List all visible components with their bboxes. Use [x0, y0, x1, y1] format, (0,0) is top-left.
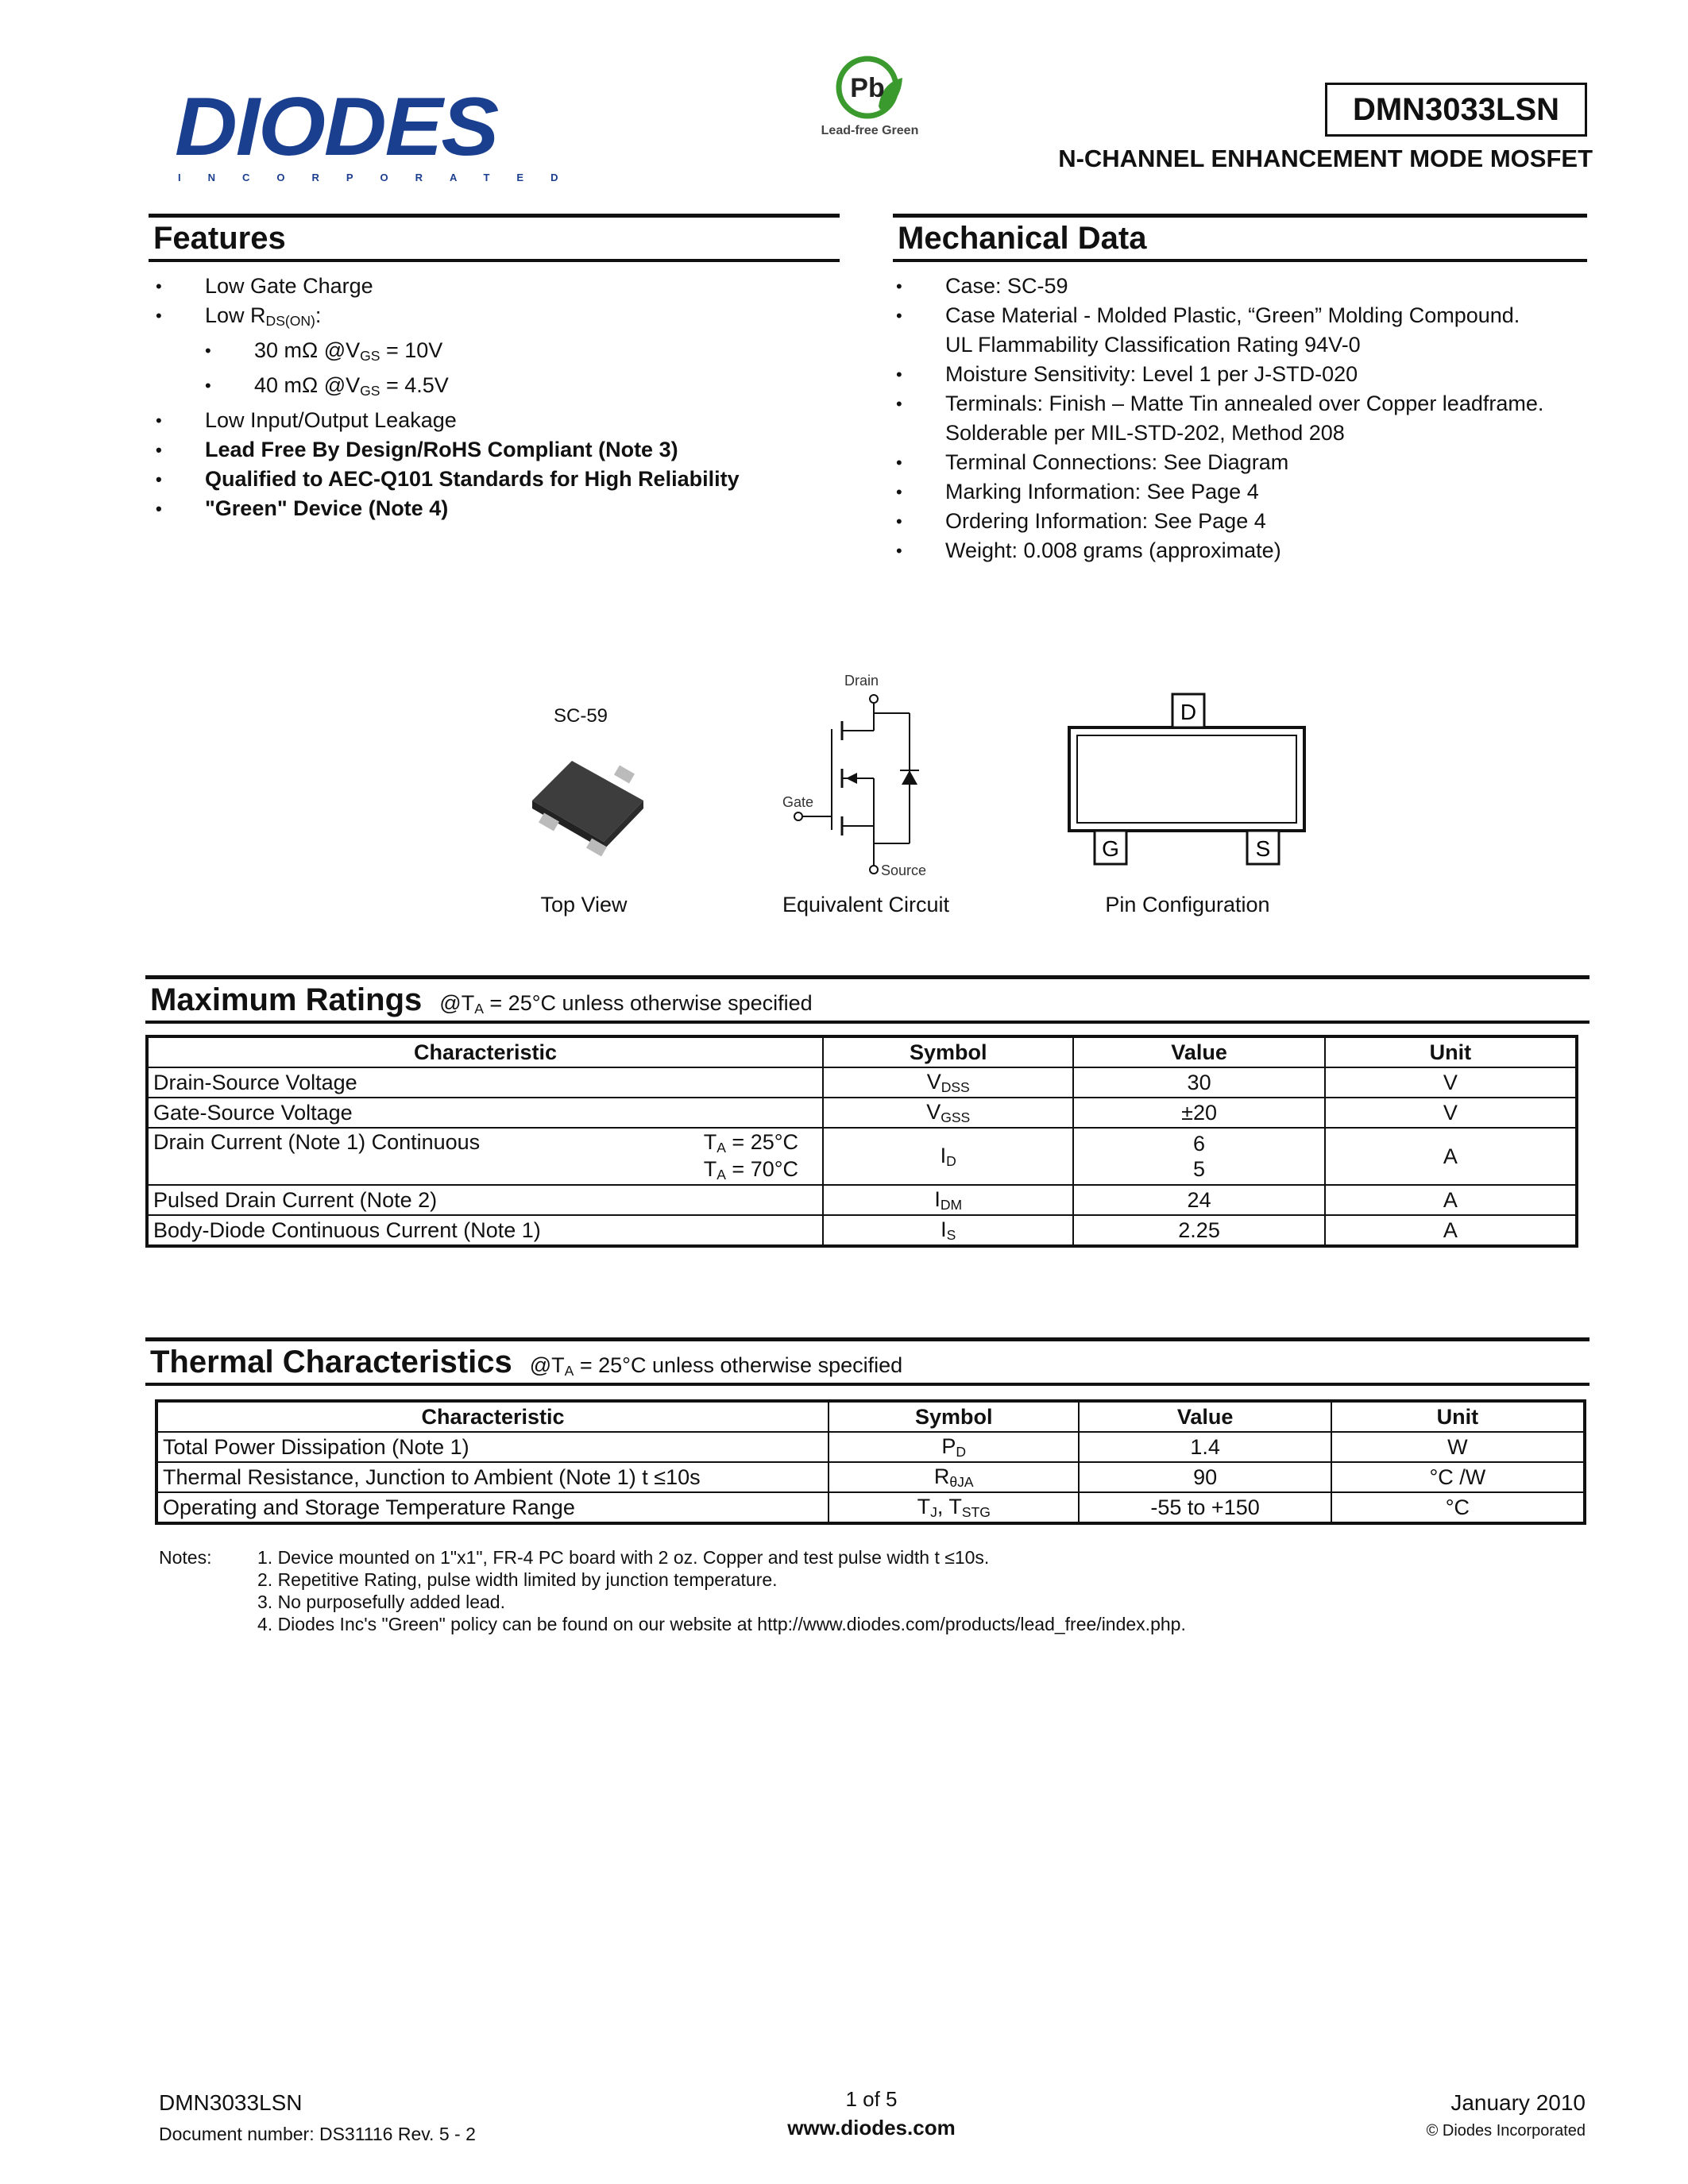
mechanical-item: • Marking Information: See Page 4	[896, 477, 1595, 507]
thermal-header	[145, 1337, 1590, 1386]
value-cell: 24	[1073, 1185, 1324, 1215]
symbol-cell	[823, 1098, 1073, 1128]
mechanical-item: • Weight: 0.008 grams (approximate)	[896, 536, 1595, 565]
feature-item	[156, 336, 839, 371]
footer-copyright: © Diodes Incorporated	[1426, 2122, 1586, 2140]
table-row	[147, 1098, 1577, 1128]
cond-post: = 25°C unless otherwise specified	[574, 1353, 903, 1377]
col-symbol: Symbol	[829, 1401, 1079, 1432]
characteristic-cell: Gate-Source Voltage	[147, 1098, 823, 1128]
cond-post: = 25°C	[725, 1130, 799, 1154]
diodes-logo	[175, 81, 585, 183]
symbol-sub: θJA	[949, 1473, 974, 1490]
part-number-box: DMN3033LSN	[1325, 83, 1587, 137]
col-characteristic: Characteristic	[147, 1036, 823, 1067]
symbol-text: T	[917, 1494, 931, 1518]
feature-item	[156, 301, 839, 336]
table-row	[147, 1128, 1577, 1185]
symbol-text: V	[926, 1069, 941, 1094]
symbol-text: I	[941, 1217, 947, 1241]
pin-configuration-diagram	[1064, 691, 1311, 882]
table-row	[156, 1492, 1585, 1523]
footer-page-number: 1 of 5	[845, 2087, 898, 2111]
symbol-sub: J	[930, 1503, 937, 1520]
symbol-text: P	[941, 1433, 956, 1458]
unit-cell: °C /W	[1331, 1462, 1585, 1492]
symbol-cell	[829, 1462, 1079, 1492]
mechanical-title: Mechanical Data	[898, 221, 1147, 256]
cond-t: T	[703, 1157, 717, 1181]
table-row	[147, 1215, 1577, 1246]
top-view-caption: Top View	[540, 893, 628, 916]
max-ratings-header	[145, 975, 1590, 1024]
feature-text-post: :	[315, 303, 322, 327]
col-symbol: Symbol	[823, 1036, 1073, 1067]
note-item: 2. Repetitive Rating, pulse width limited by junction temperature.	[257, 1569, 778, 1590]
features-title: Features	[153, 221, 286, 256]
footer-part-number: DMN3033LSN	[159, 2090, 303, 2115]
value-cell: 2.25	[1073, 1215, 1324, 1246]
unit-cell: °C	[1331, 1492, 1585, 1523]
characteristic-cell: Pulsed Drain Current (Note 2)	[147, 1185, 823, 1215]
pin-config-caption: Pin Configuration	[1105, 893, 1270, 916]
feature-item: • Qualified to AEC-Q101 Standards for High Reliability	[156, 465, 839, 494]
note-item: 4. Diodes Inc's "Green" policy can be found on our website at http://www.diodes.com/products/lead_free/index.php.	[257, 1614, 1186, 1634]
symbol-cell	[823, 1067, 1073, 1098]
value-ta70: 5	[1193, 1157, 1206, 1181]
lead-free-badge	[806, 54, 933, 141]
thermal-table	[155, 1399, 1586, 1525]
col-value: Value	[1073, 1036, 1324, 1067]
symbol-text: I	[940, 1143, 947, 1167]
cond-pre: @T	[529, 1353, 565, 1377]
symbol-text: V	[926, 1099, 941, 1124]
thermal-condition	[530, 1353, 902, 1377]
condition-ta25	[704, 1130, 798, 1156]
table-row	[147, 1067, 1577, 1098]
footer-document-number: Document number: DS31116 Rev. 5 - 2	[159, 2124, 476, 2144]
note-item: 3. No purposefully added lead.	[257, 1592, 505, 1612]
source-label: Source	[881, 862, 927, 878]
cond-t: T	[703, 1130, 717, 1154]
cond-pre: @T	[439, 991, 475, 1015]
feature-item: • Low Input/Output Leakage	[156, 406, 839, 435]
table-row	[147, 1185, 1577, 1215]
unit-cell: V	[1325, 1098, 1577, 1128]
symbol-sub2: STG	[961, 1503, 991, 1520]
table-header-row	[147, 1036, 1577, 1067]
symbol-sub: DSS	[941, 1078, 970, 1095]
feature-sub: GS	[360, 348, 380, 364]
characteristic-cell: Drain-Source Voltage	[147, 1067, 823, 1098]
sc59-package-image	[524, 753, 651, 872]
mechanical-list	[896, 272, 1595, 565]
table-row	[156, 1432, 1585, 1462]
col-unit: Unit	[1331, 1401, 1585, 1432]
symbol-mid: , T	[937, 1494, 962, 1518]
feature-item: • Lead Free By Design/RoHS Compliant (Note 3)	[156, 435, 839, 465]
package-label: SC-59	[554, 705, 608, 727]
mechanical-item: • Case: SC-59	[896, 272, 1595, 301]
pin-s-label: S	[1255, 836, 1271, 861]
unit-cell: W	[1331, 1432, 1585, 1462]
table-row	[156, 1462, 1585, 1492]
device-subtitle: N-CHANNEL ENHANCEMENT MODE MOSFET	[1058, 145, 1593, 172]
logo-word: DIODES	[175, 81, 498, 173]
symbol-sub: D	[956, 1443, 967, 1460]
circuit-caption: Equivalent Circuit	[782, 893, 950, 916]
value-cell: ±20	[1073, 1098, 1324, 1128]
feature-sub: GS	[360, 383, 380, 399]
max-ratings-title: Maximum Ratings	[150, 982, 423, 1017]
value-cell: 90	[1079, 1462, 1331, 1492]
cond-sub: A	[564, 1363, 574, 1379]
features-header	[149, 214, 840, 262]
pin-d-label: D	[1180, 700, 1197, 724]
characteristic-cell: Thermal Resistance, Junction to Ambient (Note 1) t ≤10s	[156, 1462, 829, 1492]
unit-cell: A	[1325, 1185, 1577, 1215]
feature-text: 40 mΩ @V	[254, 373, 361, 397]
pb-symbol: Pb	[850, 73, 885, 103]
gate-label: Gate	[782, 794, 814, 810]
characteristic-cell: Operating and Storage Temperature Range	[156, 1492, 829, 1523]
cond-sub: A	[717, 1140, 726, 1156]
col-value: Value	[1079, 1401, 1331, 1432]
max-ratings-table	[145, 1035, 1578, 1248]
footer-date: January 2010	[1450, 2090, 1586, 2115]
cond-post: = 25°C unless otherwise specified	[483, 991, 813, 1015]
unit-cell: V	[1325, 1067, 1577, 1098]
symbol-cell	[829, 1492, 1079, 1523]
feature-text: Low R	[205, 303, 266, 327]
feature-text: 30 mΩ @V	[254, 338, 361, 362]
max-ratings-condition	[439, 991, 812, 1015]
feature-item: • "Green" Device (Note 4)	[156, 494, 839, 523]
drain-label: Drain	[844, 673, 879, 689]
characteristic-cell: Total Power Dissipation (Note 1)	[156, 1432, 829, 1462]
pin-g-label: G	[1102, 836, 1119, 861]
symbol-text: R	[933, 1464, 950, 1488]
mechanical-item: • Ordering Information: See Page 4	[896, 507, 1595, 536]
value-cell: 30	[1073, 1067, 1324, 1098]
mechanical-item: • Case Material - Molded Plastic, “Green” Molding Compound. UL Flammability Classification Rating 94V-0	[896, 301, 1595, 360]
lead-free-leaf-icon	[834, 54, 906, 122]
condition-ta70	[704, 1157, 798, 1183]
table-header-row	[156, 1401, 1585, 1432]
mechanical-item: • Moisture Sensitivity: Level 1 per J-STD-020	[896, 360, 1595, 389]
cond-post: = 70°C	[725, 1157, 799, 1181]
footer-website-link[interactable]: www.diodes.com	[787, 2116, 956, 2140]
mechanical-header	[893, 214, 1587, 262]
notes-label: Notes:	[159, 1547, 212, 1568]
characteristic-cell: Body-Diode Continuous Current (Note 1)	[147, 1215, 823, 1246]
notes-section	[159, 1546, 1186, 1635]
feature-text-post: = 10V	[380, 338, 443, 362]
symbol-sub: DM	[940, 1196, 963, 1213]
mechanical-item: • Terminal Connections: See Diagram	[896, 448, 1595, 477]
feature-text-post: = 4.5V	[380, 373, 449, 397]
cond-sub: A	[474, 1001, 484, 1017]
col-unit: Unit	[1325, 1036, 1577, 1067]
characteristic-cell	[147, 1128, 823, 1185]
symbol-cell	[823, 1215, 1073, 1246]
equivalent-circuit-diagram	[782, 667, 941, 882]
symbol-cell	[829, 1432, 1079, 1462]
thermal-title: Thermal Characteristics	[150, 1345, 512, 1379]
symbol-cell	[823, 1185, 1073, 1215]
lead-free-label: Lead-free Green	[821, 124, 919, 137]
feature-item	[156, 371, 839, 406]
symbol-sub: GSS	[941, 1109, 971, 1125]
symbol-text: I	[934, 1187, 941, 1211]
feature-sub: DS(ON)	[265, 313, 315, 329]
characteristic-text: Drain Current (Note 1) Continuous	[153, 1130, 481, 1154]
mechanical-item: • Terminals: Finish – Matte Tin annealed over Copper leadframe. Solderable per MIL-STD-202, Method 208	[896, 389, 1595, 448]
value-ta25: 6	[1193, 1132, 1206, 1156]
unit-cell: A	[1325, 1215, 1577, 1246]
unit-cell: A	[1325, 1128, 1577, 1185]
symbol-sub: S	[946, 1226, 956, 1243]
features-list	[156, 272, 839, 523]
symbol-cell	[823, 1128, 1073, 1185]
symbol-sub: D	[946, 1152, 956, 1169]
value-cell	[1073, 1128, 1324, 1185]
col-characteristic: Characteristic	[156, 1401, 829, 1432]
note-item: 1. Device mounted on 1"x1", FR-4 PC board with 2 oz. Copper and test pulse width t ≤10s.	[257, 1547, 990, 1568]
value-cell: 1.4	[1079, 1432, 1331, 1462]
value-cell: -55 to +150	[1079, 1492, 1331, 1523]
feature-item: • Low Gate Charge	[156, 272, 839, 301]
notes-list	[257, 1546, 1186, 1635]
cond-sub: A	[717, 1167, 726, 1183]
logo-subtitle: INCORPORATED	[178, 172, 585, 183]
